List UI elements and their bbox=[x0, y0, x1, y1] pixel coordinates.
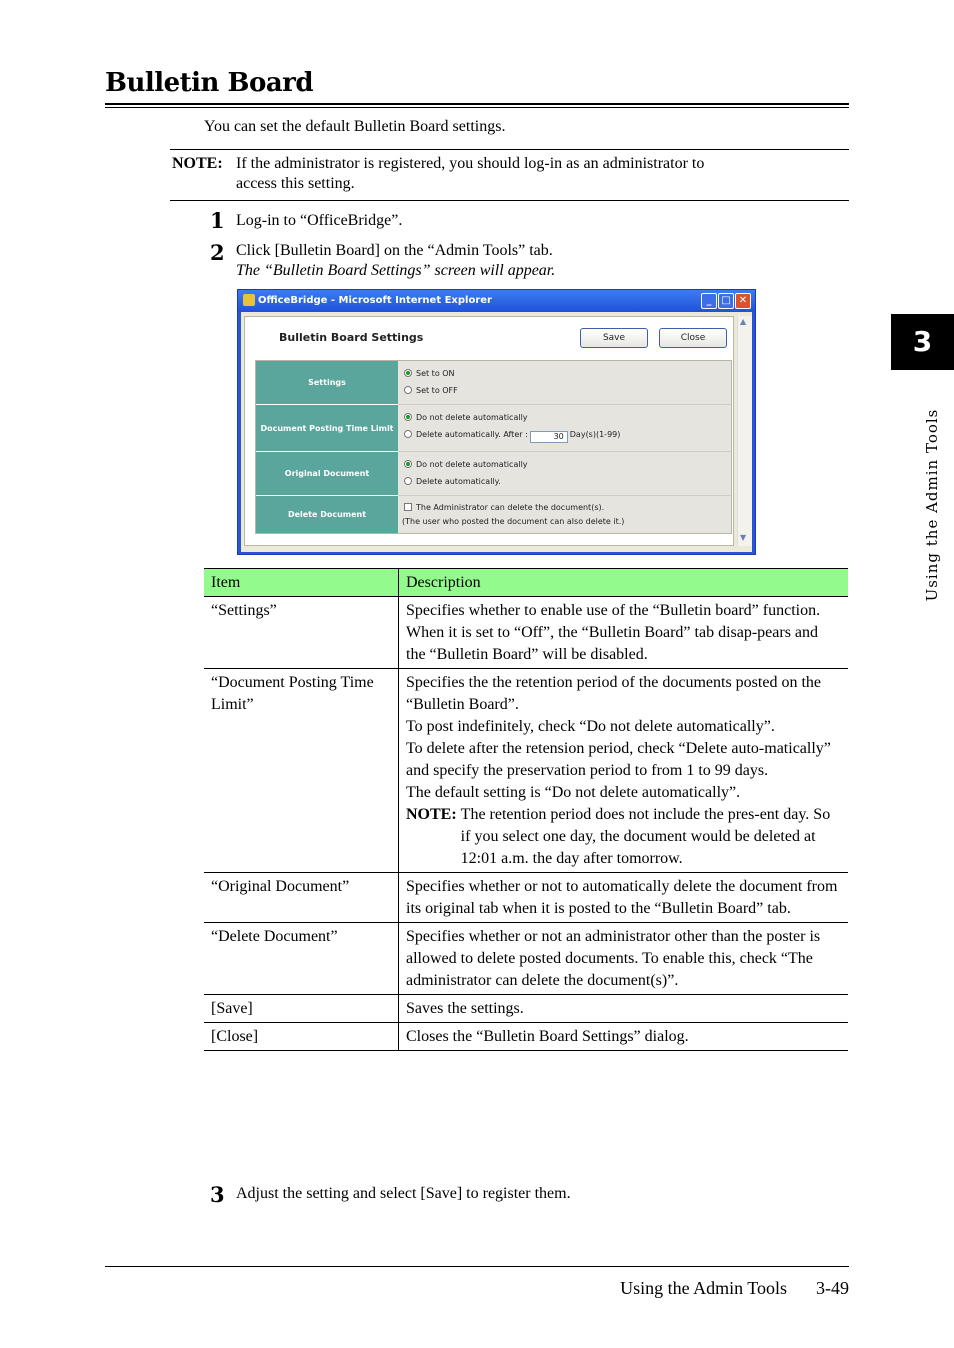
poster-can-delete-note: (The user who posted the document can also delete it.) bbox=[402, 517, 625, 526]
note-top-rule bbox=[170, 149, 849, 150]
description-line: Specifies whether or not to automatically delete the document from its original tab when it is posted to the “Bulletin Board” tab. bbox=[406, 878, 838, 917]
note-text bbox=[236, 154, 846, 194]
table-row bbox=[204, 669, 848, 873]
ie-icon bbox=[243, 294, 255, 306]
table-cell-item: “Settings” bbox=[204, 597, 399, 669]
table-note-label: NOTE: bbox=[406, 806, 457, 823]
settings-label: Settings bbox=[256, 361, 398, 405]
page-title: Bulletin Board bbox=[105, 68, 314, 98]
posting-time-limit-label: Document Posting Time Limit bbox=[256, 405, 398, 452]
table-cell-item: “Original Document” bbox=[204, 873, 399, 923]
note-bottom-rule bbox=[170, 200, 849, 201]
table-cell-item: “Document Posting Time Limit” bbox=[204, 669, 399, 873]
description-line: To post indefinitely, check “Do not delete automatically”. bbox=[406, 718, 775, 735]
radio-selected-icon[interactable] bbox=[404, 460, 412, 468]
window-title: OfficeBridge - Microsoft Internet Explorer bbox=[258, 295, 492, 306]
step-2-result: The “Bulletin Board Settings” screen will appear. bbox=[236, 262, 556, 279]
step-1-text: Log-in to “OfficeBridge”. bbox=[236, 212, 403, 229]
table-header-row bbox=[204, 569, 848, 597]
save-button[interactable]: Save bbox=[580, 328, 648, 348]
note-label: NOTE: bbox=[172, 155, 223, 172]
table-row bbox=[204, 597, 848, 669]
table-cell-description bbox=[399, 669, 849, 873]
window-titlebar bbox=[238, 290, 755, 312]
table-cell-description bbox=[399, 923, 849, 995]
table-cell-description bbox=[399, 995, 849, 1023]
radio-icon[interactable] bbox=[404, 430, 412, 438]
scrollbar[interactable] bbox=[737, 316, 752, 546]
table-row bbox=[204, 1023, 848, 1051]
settings-on-option[interactable] bbox=[404, 369, 455, 378]
footer-section: Using the Admin Tools bbox=[620, 1278, 787, 1298]
delete-document-label: Delete Document bbox=[256, 496, 398, 533]
close-button[interactable]: Close bbox=[659, 328, 727, 348]
radio-icon[interactable] bbox=[404, 477, 412, 485]
table-cell-item: [Save] bbox=[204, 995, 399, 1023]
minimize-icon[interactable]: _ bbox=[701, 293, 717, 309]
close-window-icon[interactable]: ✕ bbox=[735, 293, 751, 309]
chapter-tab: 3 bbox=[891, 314, 954, 370]
orig-auto-delete-option[interactable] bbox=[404, 477, 501, 486]
orig-no-auto-delete-option[interactable] bbox=[404, 460, 528, 469]
title-rule bbox=[105, 103, 849, 105]
original-document-label: Original Document bbox=[256, 452, 398, 496]
footer-page-number: 3-49 bbox=[816, 1278, 849, 1298]
option-label: Set to OFF bbox=[416, 386, 458, 395]
description-line: To delete after the retension period, check “Delete auto-matically” and specify the preservation period to from 1 to 99 days. bbox=[406, 740, 831, 779]
description-line: Specifies the the retention period of the documents posted on the “Bulletin Board”. bbox=[406, 674, 821, 713]
dialog-panel bbox=[244, 316, 734, 546]
original-document-row bbox=[256, 452, 731, 495]
title-rule-thin bbox=[105, 107, 849, 108]
maximize-icon[interactable]: □ bbox=[718, 293, 734, 309]
radio-icon[interactable] bbox=[404, 386, 412, 394]
option-label: Set to ON bbox=[416, 369, 455, 378]
table-note-text: The retention period does not include the pres-ent day. So if you select one day, the document would be deleted at 12:01 a.m. the day after tomorrow. bbox=[460, 806, 831, 867]
step-1-number: 1 bbox=[210, 208, 225, 233]
radio-selected-icon[interactable] bbox=[404, 413, 412, 421]
step-2-number: 2 bbox=[210, 240, 225, 265]
radio-selected-icon[interactable] bbox=[404, 369, 412, 377]
dialog-title: Bulletin Board Settings bbox=[279, 331, 424, 344]
footer bbox=[560, 1278, 849, 1299]
step-3-text: Adjust the setting and select [Save] to register them. bbox=[236, 1185, 571, 1202]
table-cell-item: “Delete Document” bbox=[204, 923, 399, 995]
description-line: When it is set to “Off”, the “Bulletin Board” tab disap-pears and the “Bulletin Board” will be disabled. bbox=[406, 624, 819, 663]
no-auto-delete-option[interactable] bbox=[404, 413, 528, 422]
description-line: Specifies whether to enable use of the “Bulletin board” function. bbox=[406, 602, 821, 619]
settings-form bbox=[255, 360, 732, 534]
description-line: Specifies whether or not an administrator other than the poster is allowed to delete posted documents. To enable this, check “The administrator can delete the document(s)”. bbox=[406, 928, 821, 989]
table-row bbox=[204, 923, 848, 995]
days-input[interactable]: 30 bbox=[530, 431, 568, 443]
step-3-number: 3 bbox=[210, 1182, 225, 1207]
option-label: Do not delete automatically bbox=[416, 460, 528, 469]
table-cell-description bbox=[399, 597, 849, 669]
description-line: Closes the “Bulletin Board Settings” dialog. bbox=[406, 1028, 689, 1045]
admin-can-delete-option[interactable] bbox=[404, 503, 604, 512]
posting-time-limit-row bbox=[256, 405, 731, 451]
table-cell-description bbox=[399, 1023, 849, 1051]
window-body bbox=[241, 312, 752, 552]
scroll-up-icon[interactable]: ▲ bbox=[740, 317, 747, 326]
note-line-1: If the administrator is registered, you should log-in as an administrator to bbox=[236, 155, 705, 172]
description-line: Saves the settings. bbox=[406, 1000, 524, 1017]
note-line-2: access this setting. bbox=[236, 175, 355, 192]
option-label: The Administrator can delete the document(s). bbox=[416, 503, 605, 512]
intro-text: You can set the default Bulletin Board settings. bbox=[204, 118, 506, 135]
header-description: Description bbox=[399, 569, 849, 597]
table-note bbox=[406, 804, 841, 870]
checkbox-icon[interactable] bbox=[404, 503, 412, 511]
footer-rule bbox=[105, 1266, 849, 1267]
table-row bbox=[204, 995, 848, 1023]
delete-document-row bbox=[256, 496, 731, 533]
option-label: Delete automatically. After : bbox=[416, 430, 528, 439]
days-range-label: Day(s)(1-99) bbox=[569, 430, 621, 439]
option-label: Do not delete automatically bbox=[416, 413, 528, 422]
table-row bbox=[204, 873, 848, 923]
step-2-text: Click [Bulletin Board] on the “Admin Tools” tab. bbox=[236, 242, 553, 259]
table-cell-item: [Close] bbox=[204, 1023, 399, 1051]
auto-delete-option[interactable] bbox=[404, 430, 620, 443]
description-line: The default setting is “Do not delete automatically”. bbox=[406, 784, 741, 801]
settings-row bbox=[256, 361, 731, 404]
screenshot-window bbox=[237, 289, 756, 555]
settings-off-option[interactable] bbox=[404, 386, 458, 395]
settings-description-table bbox=[204, 568, 848, 1051]
option-label: Delete automatically. bbox=[416, 477, 501, 486]
scroll-down-icon[interactable]: ▼ bbox=[740, 533, 747, 542]
header-item: Item bbox=[204, 569, 399, 597]
side-section-text: Using the Admin Tools bbox=[923, 408, 941, 602]
table-cell-description bbox=[399, 873, 849, 923]
